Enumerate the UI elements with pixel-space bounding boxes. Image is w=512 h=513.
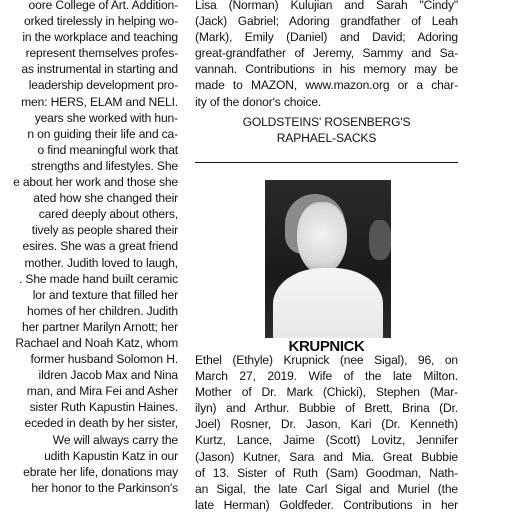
left-column-line: homes of her children. Judith <box>27 303 178 318</box>
left-column-line: years she worked with hun- <box>34 110 178 125</box>
left-column-line: Rachael and Noah Katz, whom <box>15 335 178 350</box>
left-column-line: orked tirelessly in helping wo- <box>24 14 178 29</box>
left-column-line: man, and Mira Fei and Asher <box>26 384 178 399</box>
left-column-line: ebrate her life, donations may <box>23 464 178 479</box>
left-column-line: cared deeply about others, <box>38 207 178 222</box>
left-column-line: ated how she changed their <box>33 191 178 206</box>
right-bottom-line: Ethel (Ethyle) Krupnick (nee Sigal), 96, on <box>195 353 458 367</box>
photo-face <box>297 202 347 274</box>
right-bottom-line: of 13. Sister of Ruth (Sam) Goodman, Nath- <box>195 465 458 480</box>
photo-body <box>273 268 383 338</box>
right-top-line: Lisa (Norman) Kulujian and Sarah "Cindy" <box>195 0 458 12</box>
left-column-line: We will always carry the <box>52 432 178 447</box>
left-column-line: in the workplace and teaching <box>22 30 178 45</box>
funeral-home-block <box>195 114 458 146</box>
obituary-photo <box>265 180 391 338</box>
left-column-line: men: HERS, ELAM and NELI. <box>21 94 178 109</box>
left-column-line: as instrumental in starting and <box>21 62 178 77</box>
photo-background-figure <box>369 220 391 260</box>
left-column-line: udith Kapustin Katz in our <box>44 448 178 463</box>
left-column-line: former husband Solomon H. <box>30 352 178 367</box>
right-bottom-line: Joel) Rosner, Dr. Jason, Kari (Dr. Kenneth) <box>195 417 458 432</box>
right-top-line: great-grandfather of Jeremy, Sammy and Sa- <box>195 46 458 61</box>
left-column-line: her honor to the Parkinson's <box>31 480 178 495</box>
left-column-line: n on guiding their life and ca- <box>27 126 178 141</box>
left-column-line: o find meaningful work that <box>37 142 178 157</box>
right-bottom-line: March 27, 2019. Wife of the late Milton. <box>195 369 458 384</box>
right-top-line: (Mark), Emily (Daniel) and David; Adoring <box>195 30 458 45</box>
right-obituary-top <box>195 0 458 110</box>
left-column-line: lor and texture that filled her <box>32 287 178 302</box>
right-bottom-line: an Sigal, the late Carl Sigal and Muriel (the <box>195 481 458 496</box>
obituary-name: KRUPNICK <box>288 338 365 355</box>
left-column-line: oore College of Art. Addition- <box>28 0 178 12</box>
left-column-line: her partner Marilyn Arnott; her <box>22 319 178 334</box>
left-column-line: leadership development pro- <box>28 78 178 93</box>
right-top-line: made to MAZON, www.mazon.org or a char- <box>195 78 458 93</box>
right-top-line: (Jack) Gabriel; Adoring grandfather of Leah <box>195 14 458 29</box>
left-column-line: strengths and lifestyles. She <box>31 158 178 173</box>
funeral-home-line-1: GOLDSTEINS' ROSENBERG'S <box>242 115 411 129</box>
funeral-home-line-2: RAPHAEL-SACKS <box>276 131 377 146</box>
right-top-line: vannah. Contributions in his memory may be <box>195 62 458 77</box>
left-column-line: represent themselves profes- <box>25 46 178 61</box>
right-bottom-line: Mother of Dr. Mark (Chicki), Stephen (Mar- <box>195 385 458 400</box>
left-column-line: sister Ruth Kapustin Haines. <box>29 400 178 415</box>
right-bottom-line: Kurtz, Lance, Jaime (Scott) Lovitz, Jennifer <box>195 433 458 448</box>
left-column-line: e about her work and those she <box>13 175 178 190</box>
left-column-line: ildren Jacob Max and Nina <box>38 368 178 383</box>
left-column-line: esires. She was a great friend <box>22 239 178 254</box>
left-column-line: eceded in death by her sister, <box>24 416 178 431</box>
right-obituary-bottom <box>195 352 458 513</box>
right-bottom-line: late Herman) Goldfeder. Contributions in her <box>195 497 458 512</box>
left-column-line: mother. Judith loved to laugh, <box>24 255 178 270</box>
left-column-line: tively as people shared their <box>31 223 178 238</box>
right-top-line: ity of the donor's choice. <box>195 94 322 109</box>
left-obituary-column <box>0 0 178 496</box>
section-divider <box>195 162 458 163</box>
right-bottom-line: ilyn) and Arthur. Bubbie of Brett, Brina (Dr. <box>195 401 458 416</box>
left-column-line: . She made hand built ceramic <box>18 271 178 286</box>
right-bottom-line: (Jason) Kutner, Sara and Mia. Great Bubbie <box>195 449 458 464</box>
